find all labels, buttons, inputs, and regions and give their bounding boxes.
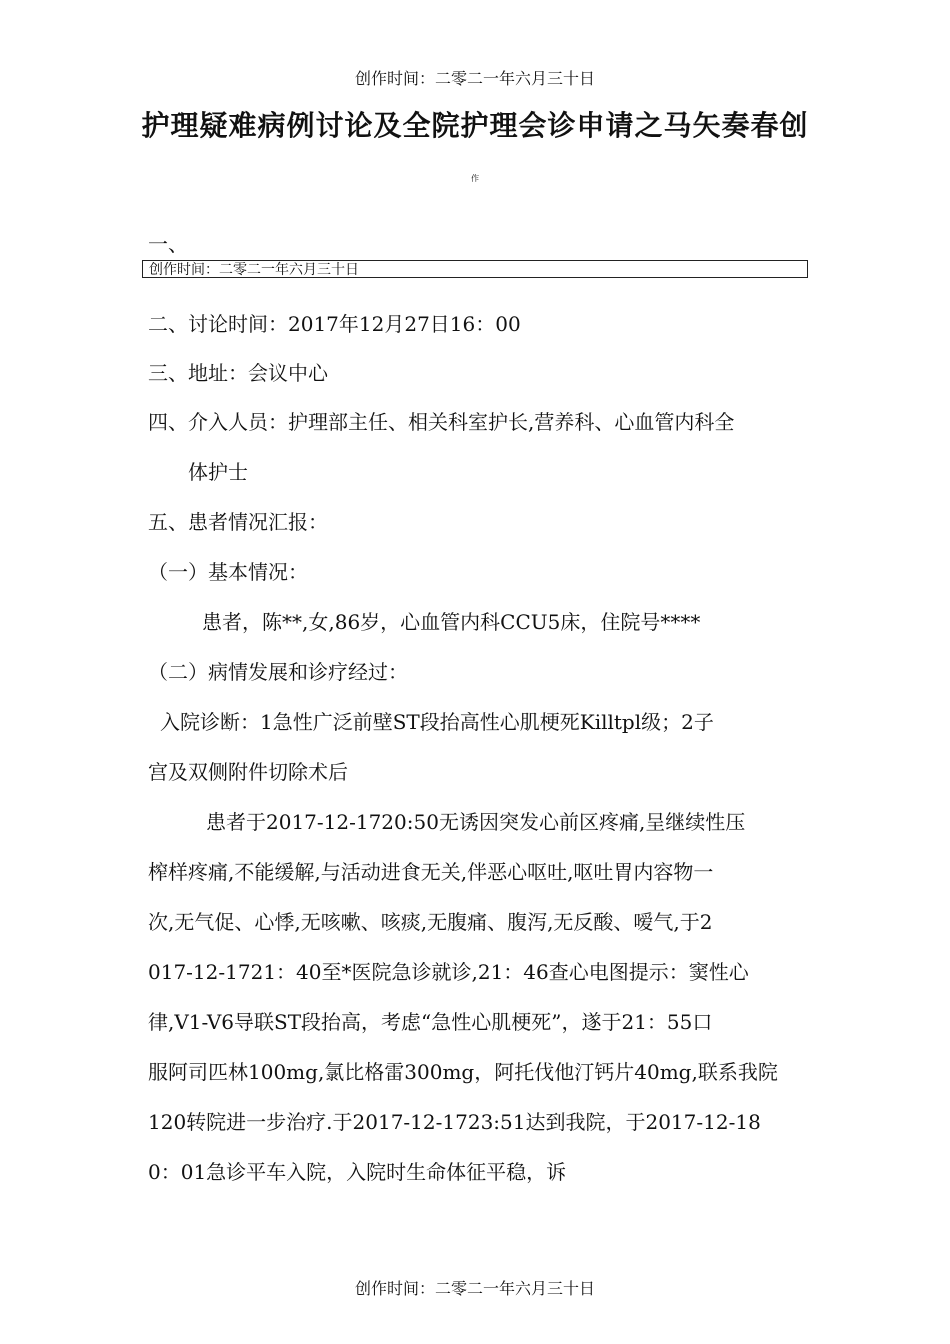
- history-line-5: 律,V1-V6导联ST段抬高，考虑“急性心肌梗死”，遂于21：55口: [148, 1010, 713, 1034]
- section-5-heading: 五、患者情况汇报：: [148, 510, 328, 534]
- section-4-participants-cont: 体护士: [188, 460, 248, 484]
- section-2-discussion-time: 二、讨论时间：2017年12月27日16：00: [148, 312, 521, 336]
- history-line-6: 服阿司匹林100mg,氯比格雷300mg，阿托伐他汀钙片40mg,联系我院: [148, 1060, 778, 1084]
- section-4-participants: 四、介入人员：护理部主任、相关科室护长,营养科、心血管内科全: [148, 410, 735, 434]
- admission-diagnosis: 入院诊断：1急性广泛前壁ST段抬高性心肌梗死Killtpl级；2子: [160, 710, 714, 734]
- history-line-7: 120转院进一步治疗.于2017-12-1723:51达到我院，于2017-12-18: [148, 1110, 761, 1134]
- history-line-8: 0：01急诊平车入院，入院时生命体征平稳，诉: [148, 1160, 567, 1184]
- subsection-progress-heading: （二）病情发展和诊疗经过：: [148, 660, 408, 684]
- subsection-basic-heading: （一）基本情况：: [148, 560, 308, 584]
- header-created-time: 创作时间：二零二一年六月三十日: [354, 69, 595, 88]
- section-3-location: 三、地址：会议中心: [148, 361, 328, 385]
- basic-info: 患者，陈**,女,86岁，心血管内科CCU5床，住院号****: [202, 610, 701, 634]
- footer-created-time: 创作时间：二零二一年六月三十日: [354, 1279, 595, 1298]
- document-title: 护理疑难病例讨论及全院护理会诊申请之马矢奏春创: [141, 109, 809, 142]
- history-line-2: 榨样疼痛,不能缓解,与活动进食无关,伴恶心呕吐,呕吐胃内容物一: [148, 860, 714, 884]
- history-line-4: 017-12-1721：40至*医院急诊就诊,21：46查心电图提示：窦性心: [148, 960, 749, 984]
- boxed-created-time: 创作时间：二零二一年六月三十日: [142, 260, 808, 278]
- history-line-3: 次,无气促、心悸,无咳嗽、咳痰,无腹痛、腹泻,无反酸、嗳气,于2: [148, 910, 713, 934]
- document-title-tail: 作: [471, 174, 479, 183]
- history-line-1: 患者于2017-12-1720:50无诱因突发心前区疼痛,呈继续性压: [206, 810, 746, 834]
- section-1-label: 一、: [148, 232, 188, 256]
- admission-diagnosis-cont: 宫及双侧附件切除术后: [148, 760, 348, 784]
